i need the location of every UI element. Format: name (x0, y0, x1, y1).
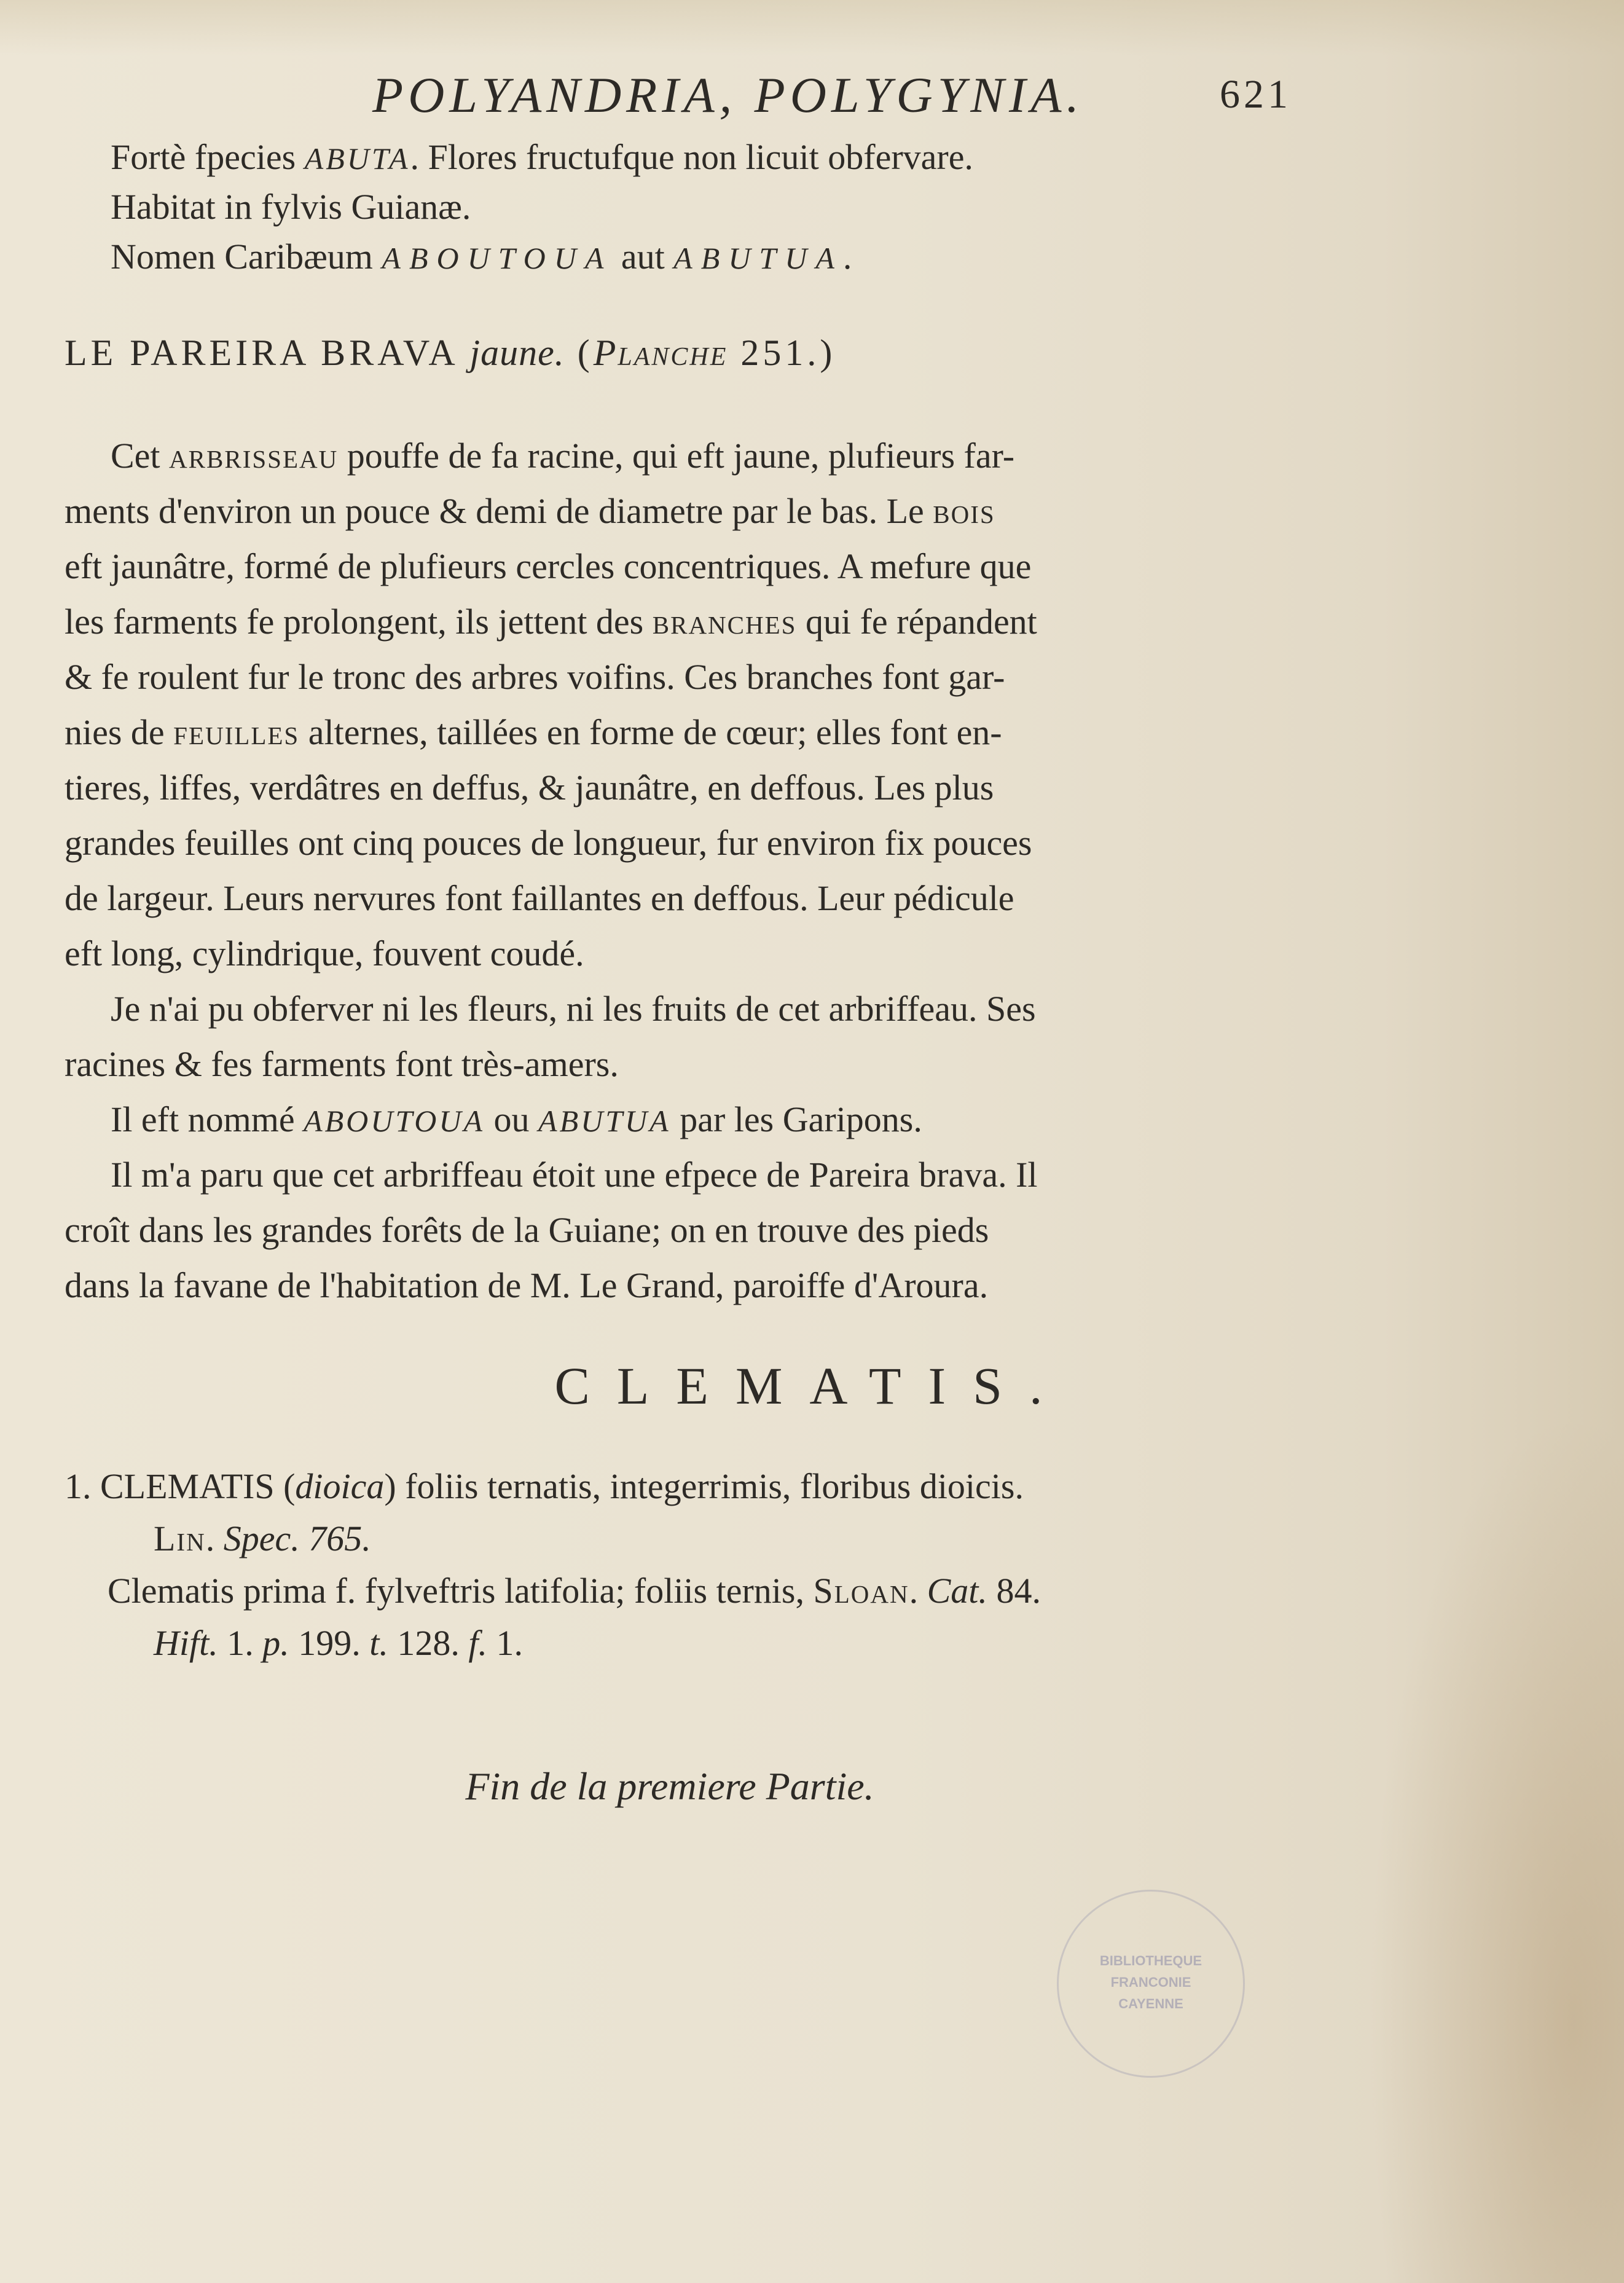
library-stamp: BIBLIOTHEQUE FRANCONIE CAYENNE (1057, 1890, 1245, 2078)
description-line-8: grandes feuilles ont cinq pouces de longueur, fur environ fix pouces (65, 823, 1032, 863)
description-line-2: ments d'environ un pouce & demi de diametre par le bas. Le bois (65, 491, 995, 531)
description-line-9: de largeur. Leurs nervures font faillantes en deffous. Leur pédicule (65, 878, 1014, 918)
description-line-1: Cet arbrisseau pouffe de fa racine, qui eft jaune, plufieurs far- (111, 436, 1015, 476)
running-title: POLYANDRIA, POLYGYNIA. (372, 67, 1084, 123)
description-line-5: & fe roulent fur le tronc des arbres voifins. Ces branches font gar- (65, 657, 1005, 697)
clematis-line-4: Hift. 1. p. 199. t. 128. f. 1. (154, 1623, 523, 1663)
description-line-14: Il m'a paru que cet arbriffeau étoit une efpece de Pareira brava. Il (111, 1155, 1038, 1195)
clematis-line-2: Lin. Spec. 765. (154, 1519, 371, 1558)
description-line-7: tieres, liffes, verdâtres en deffus, & jaunâtre, en deffous. Les plus (65, 768, 994, 807)
closing-line: Fin de la premiere Partie. (465, 1764, 874, 1808)
paper-stain-top (0, 0, 1624, 55)
preamble-line-2: Habitat in fylvis Guianæ. (111, 187, 471, 227)
description-line-3: eft jaunâtre, formé de plufieurs cercles concentriques. A mefure que (65, 546, 1032, 586)
description-line-16: dans la favane de l'habitation de M. Le Grand, paroiffe d'Aroura. (65, 1265, 989, 1305)
description-line-13: Il eft nommé ABOUTOUA ou ABUTUA par les Garipons. (111, 1099, 922, 1139)
description-line-10: eft long, cylindrique, fouvent coudé. (65, 933, 584, 973)
description-line-12: racines & fes farments font très-amers. (65, 1044, 619, 1084)
preamble-line-3: Nomen Caribæum ABOUTOUA aut ABUTUA. (111, 237, 852, 277)
genus-heading: CLEMATIS. (554, 1356, 1070, 1415)
description-line-6: nies de feuilles alternes, taillées en forme de cœur; elles font en- (65, 712, 1002, 752)
page-number: 621 (1220, 72, 1292, 117)
species-heading: LE PAREIRA BRAVA jaune. (Planche 251.) (65, 332, 836, 373)
description-line-11: Je n'ai pu obferver ni les fleurs, ni les fruits de cet arbriffeau. Ses (111, 989, 1036, 1029)
clematis-line-3: Clematis prima f. fylveftris latifolia; foliis ternis, Sloan. Cat. 84. (108, 1571, 1041, 1611)
description-line-15: croît dans les grandes forêts de la Guiane; on en trouve des pieds (65, 1210, 989, 1250)
description-line-4: les farments fe prolongent, ils jettent des branches qui fe répandent (65, 602, 1037, 642)
clematis-line-1: 1. CLEMATIS (dioica) foliis ternatis, integerrimis, floribus dioicis. (65, 1466, 1024, 1506)
paper-stain-right (1366, 1413, 1624, 2283)
preamble-line-1: Fortè fpecies ABUTA. Flores fructufque non licuit obfervare. (111, 137, 973, 177)
